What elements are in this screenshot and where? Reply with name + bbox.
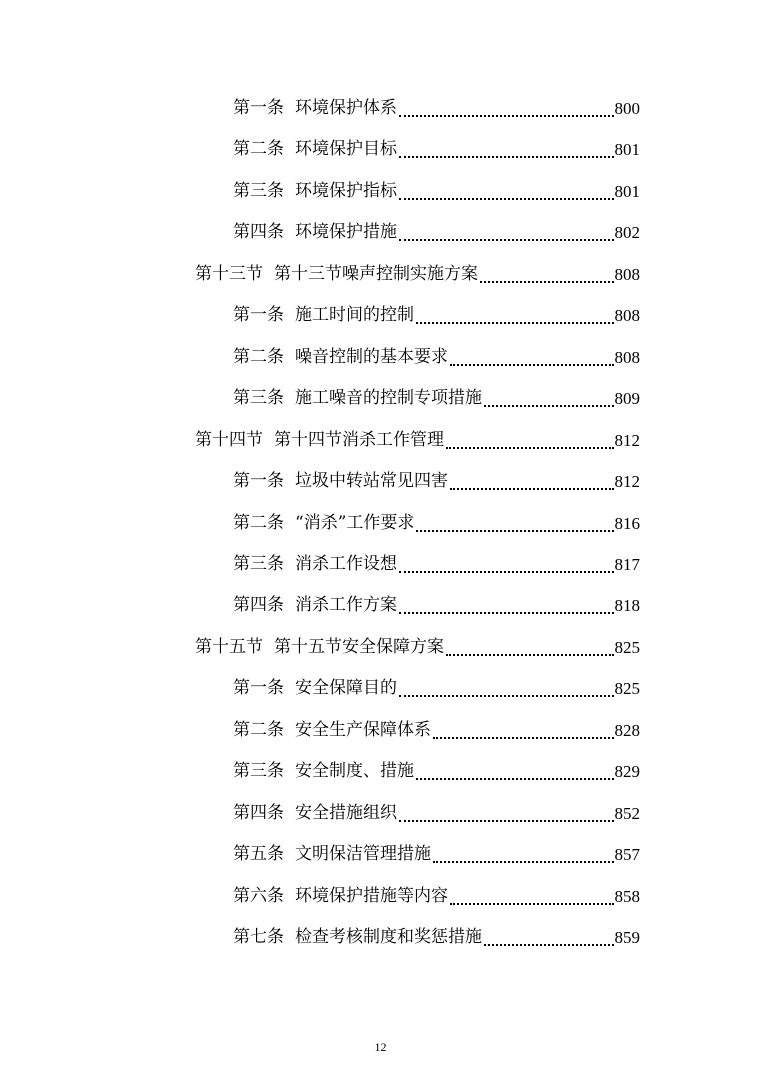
toc-entry-title: 消杀工作方案 xyxy=(295,595,397,616)
toc-article-row[interactable] xyxy=(233,751,640,792)
toc-entry-number: 第十五节 xyxy=(195,636,263,657)
toc-section-row[interactable] xyxy=(195,254,640,295)
toc-article-row[interactable] xyxy=(233,876,640,917)
toc-entry-page: 825 xyxy=(614,637,640,657)
toc-entry-page: 825 xyxy=(614,679,640,699)
toc-entry-title: 第十五节安全保障方案 xyxy=(274,636,444,657)
toc-entry-page: 829 xyxy=(614,762,640,782)
dot-leader xyxy=(450,363,614,366)
dot-leader xyxy=(446,446,614,449)
toc-entry-number: 第四条 xyxy=(233,595,284,616)
toc-entry-title: 第十四节消杀工作管理 xyxy=(274,429,444,450)
dot-leader xyxy=(416,529,613,532)
toc-entry-number: 第三条 xyxy=(233,553,284,574)
toc-entry-number: 第五条 xyxy=(233,844,284,865)
toc-entry-title: 文明保洁管理措施 xyxy=(295,844,431,865)
toc-article-row[interactable] xyxy=(233,461,640,502)
toc-article-row[interactable] xyxy=(233,212,640,253)
toc-entry-number: 第一条 xyxy=(233,98,284,118)
dot-leader xyxy=(450,487,614,490)
toc-entry-title: 安全措施组织 xyxy=(295,802,397,823)
toc-entry-title: 安全保障目的 xyxy=(295,678,397,699)
toc-article-row[interactable] xyxy=(233,793,640,834)
toc-entry-title: 安全生产保障体系 xyxy=(295,719,431,740)
toc-entry-number: 第四条 xyxy=(233,222,284,243)
toc-entry-page: 808 xyxy=(614,264,640,284)
toc-entry-page: 809 xyxy=(614,389,640,409)
toc-entry-page: 857 xyxy=(614,845,640,865)
dot-leader xyxy=(446,653,614,656)
toc-entry-title: 噪音控制的基本要求 xyxy=(295,346,448,367)
toc-entry-number: 第一条 xyxy=(233,305,284,326)
toc-entry-number: 第二条 xyxy=(233,512,284,533)
dot-leader xyxy=(450,902,614,905)
toc-entry-title: 检查考核制度和奖惩措施 xyxy=(295,927,482,947)
toc-entry-page: 818 xyxy=(614,596,640,616)
toc-entry-title: 环境保护措施等内容 xyxy=(295,885,448,906)
toc-article-row[interactable] xyxy=(233,585,640,626)
toc-entry-title: 环境保护目标 xyxy=(295,139,397,160)
toc-entry-page: 801 xyxy=(614,140,640,160)
dot-leader xyxy=(399,694,614,697)
toc-entry-number: 第三条 xyxy=(233,180,284,201)
dot-leader xyxy=(399,114,614,117)
dot-leader xyxy=(399,238,614,241)
toc-entry-title: “消杀”工作要求 xyxy=(295,512,415,533)
toc-article-row[interactable] xyxy=(233,917,640,958)
toc-entry-title: 环境保护体系 xyxy=(295,98,397,118)
toc-entry-page: 800 xyxy=(614,99,640,118)
dot-leader xyxy=(480,280,614,283)
toc-entry-page: 817 xyxy=(614,554,640,574)
toc-entry-page: 859 xyxy=(614,928,640,947)
dot-leader xyxy=(416,777,614,780)
toc-entry-number: 第二条 xyxy=(233,719,284,740)
toc-entry-number: 第六条 xyxy=(233,885,284,906)
toc-entry-number: 第二条 xyxy=(233,139,284,160)
toc-entry-page: 858 xyxy=(614,886,640,906)
toc-entry-title: 垃圾中转站常见四害 xyxy=(295,471,448,492)
toc-article-row[interactable] xyxy=(233,295,640,336)
toc-entry-number: 第二条 xyxy=(233,346,284,367)
toc-article-row[interactable] xyxy=(233,834,640,875)
dot-leader xyxy=(399,155,614,158)
toc-article-row[interactable] xyxy=(233,668,640,709)
toc-section-row[interactable] xyxy=(195,627,640,668)
toc-entry-number: 第三条 xyxy=(233,388,284,409)
dot-leader xyxy=(399,570,614,573)
dot-leader xyxy=(399,611,614,614)
toc-entry-title: 施工时间的控制 xyxy=(295,305,414,326)
toc-article-row[interactable] xyxy=(233,129,640,170)
toc-entry-page: 801 xyxy=(614,181,640,201)
toc-entry-number: 第一条 xyxy=(233,471,284,492)
toc-article-row[interactable] xyxy=(233,378,640,419)
dot-leader xyxy=(399,819,614,822)
toc-entry-number: 第一条 xyxy=(233,678,284,699)
toc-entry-page: 816 xyxy=(614,513,640,533)
dot-leader xyxy=(433,860,614,863)
toc-entry-page: 812 xyxy=(614,472,640,492)
toc-entry-title: 安全制度、措施 xyxy=(295,761,414,782)
toc-article-row[interactable] xyxy=(233,171,640,212)
toc-entry-page: 808 xyxy=(614,347,640,367)
toc-entry-title: 环境保护措施 xyxy=(295,222,397,243)
toc-entry-title: 施工噪音的控制专项措施 xyxy=(295,388,482,409)
toc-entry-page: 828 xyxy=(614,720,640,740)
toc-entry-page: 812 xyxy=(614,430,640,450)
dot-leader xyxy=(433,736,614,739)
toc-article-row[interactable] xyxy=(233,544,640,585)
toc-entry-page: 808 xyxy=(614,306,640,326)
toc-entry-title: 第十三节噪声控制实施方案 xyxy=(274,263,478,284)
dot-leader xyxy=(399,197,614,200)
toc-entry-page: 802 xyxy=(614,223,640,243)
toc-entry-number: 第十四节 xyxy=(195,429,263,450)
toc-article-row[interactable] xyxy=(233,88,640,129)
dot-leader xyxy=(484,943,614,946)
toc-entry-number: 第三条 xyxy=(233,761,284,782)
toc-entry-number: 第七条 xyxy=(233,927,284,947)
toc-section-row[interactable] xyxy=(195,420,640,461)
toc-entry-page: 852 xyxy=(614,803,640,823)
toc-entry-title: 环境保护指标 xyxy=(295,180,397,201)
dot-leader xyxy=(416,321,614,324)
dot-leader xyxy=(484,404,614,407)
toc-article-row[interactable] xyxy=(233,710,640,751)
toc-article-row[interactable] xyxy=(233,503,640,544)
toc-article-row[interactable] xyxy=(233,337,640,378)
toc-entry-title: 消杀工作设想 xyxy=(295,553,397,574)
page-number: 12 xyxy=(374,1040,387,1054)
toc-entry-number: 第十三节 xyxy=(195,263,263,284)
toc-entry-number: 第四条 xyxy=(233,802,284,823)
